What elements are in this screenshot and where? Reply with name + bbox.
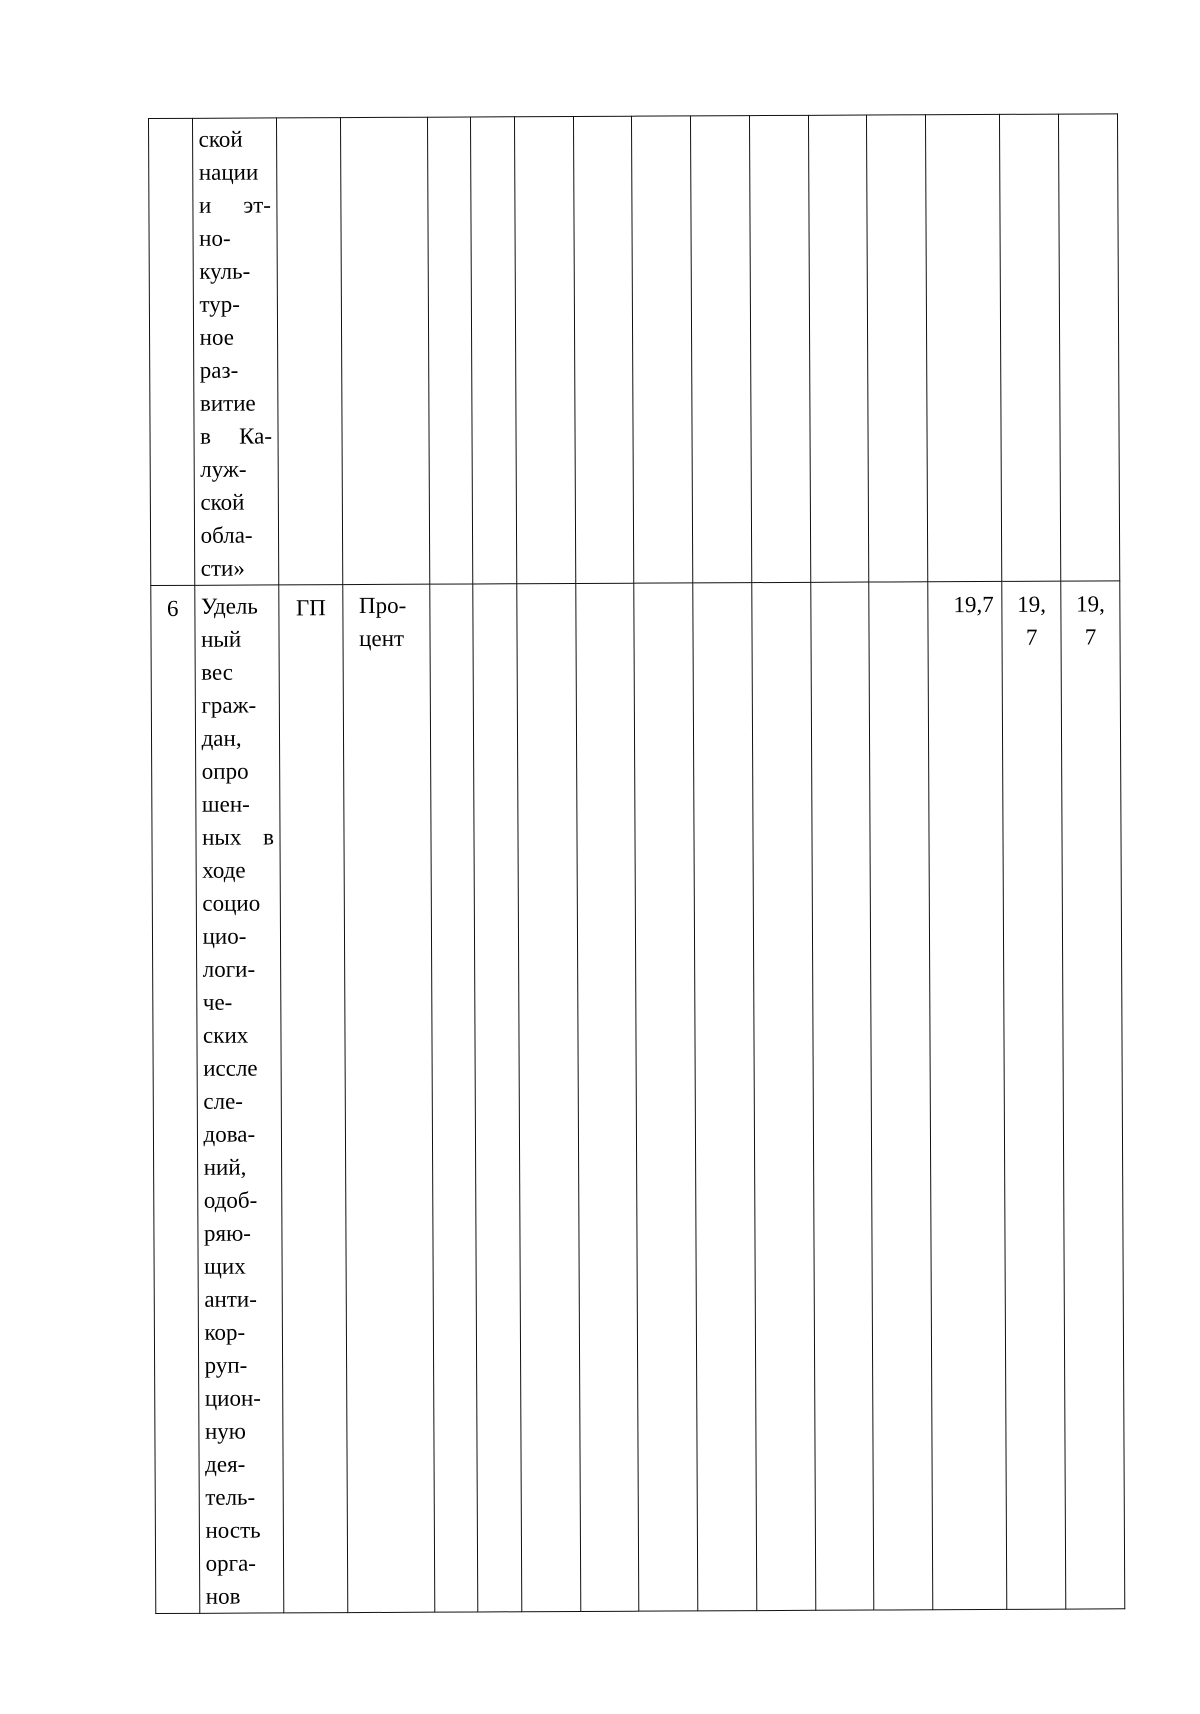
empty-cell <box>867 115 928 582</box>
text-line: ской <box>200 489 245 515</box>
value-cell <box>928 581 1007 1609</box>
text-line: сти» <box>200 555 245 581</box>
text-line: одоб- <box>203 1187 258 1213</box>
empty-cell <box>1059 114 1120 581</box>
text-line: витие <box>199 390 256 416</box>
value-3-line: 19, <box>1075 591 1105 617</box>
text-line: кор- <box>204 1319 246 1345</box>
text-line: анти- <box>204 1286 257 1312</box>
text-line: орга- <box>205 1550 256 1576</box>
value-2-line: 19, <box>1017 591 1047 617</box>
text-line: логи- <box>202 956 256 982</box>
empty-cell <box>514 116 575 583</box>
empty-cell <box>926 114 1002 581</box>
text-line: тур- <box>199 291 240 317</box>
text-line: социо <box>202 890 261 916</box>
empty-cell <box>752 582 816 1610</box>
text-line: шен- <box>201 791 250 817</box>
program-type-cell <box>279 585 347 1613</box>
empty-cell <box>693 583 757 1611</box>
empty-cell <box>634 583 698 1611</box>
unit-cell <box>342 584 434 1612</box>
text-line: че- <box>202 989 233 1015</box>
text-line: и эт- <box>198 192 271 218</box>
text-line: иссле <box>203 1055 258 1081</box>
text-line: ное <box>199 324 234 350</box>
indicator-name-cell <box>192 118 279 585</box>
indicators-table <box>148 113 1125 1614</box>
unit-line: цент <box>359 625 405 652</box>
text-line: цион- <box>204 1385 261 1411</box>
text-line: нации <box>198 159 259 185</box>
text-line: сле- <box>203 1088 243 1114</box>
text-line: граж- <box>201 692 257 718</box>
text-line: куль- <box>199 258 251 284</box>
text-line: вес <box>201 659 234 685</box>
empty-cell <box>427 117 473 584</box>
text-line: дова- <box>203 1121 256 1147</box>
number-cell <box>148 118 194 585</box>
text-line: но- <box>199 225 231 251</box>
empty-cell <box>575 583 639 1611</box>
text-line: ных в <box>201 824 275 850</box>
text-line: Удель <box>200 593 258 619</box>
text-line: дея- <box>205 1451 246 1477</box>
indicator-name-cell <box>194 585 284 1613</box>
empty-cell <box>277 118 342 585</box>
text-line: ских <box>202 1022 249 1048</box>
empty-cell <box>810 582 874 1610</box>
text-line: опро <box>201 758 249 784</box>
text-line: нов <box>205 1583 241 1609</box>
text-line: луж- <box>200 456 247 482</box>
empty-cell <box>473 584 522 1612</box>
row-number: 6 <box>166 595 179 621</box>
text-line: ской <box>198 126 243 152</box>
empty-cell <box>573 116 634 583</box>
program-type: ГП <box>295 595 326 621</box>
text-line: ний, <box>203 1154 247 1180</box>
value-3-line: 7 <box>1084 624 1097 650</box>
value-cell <box>1002 581 1066 1609</box>
empty-cell <box>429 584 478 1612</box>
text-line: в Ка- <box>200 423 273 449</box>
empty-cell <box>632 116 693 583</box>
empty-cell <box>471 117 517 584</box>
empty-cell <box>1000 114 1061 581</box>
text-line: ходе <box>202 857 246 883</box>
table-row <box>151 581 1125 1614</box>
text-line: ряю- <box>203 1220 251 1246</box>
empty-cell <box>340 117 429 584</box>
text-line: раз- <box>199 357 239 383</box>
value-1: 19,7 <box>953 591 994 618</box>
text-line: руп- <box>204 1352 248 1378</box>
empty-cell <box>517 583 581 1611</box>
value-cell <box>1061 581 1125 1609</box>
text-line: тель- <box>205 1484 256 1510</box>
value-2-line: 7 <box>1025 624 1038 650</box>
text-line: цио- <box>202 923 247 949</box>
text-line: обла- <box>200 522 253 548</box>
empty-cell <box>749 115 810 582</box>
text-line: ность <box>205 1517 261 1543</box>
empty-cell <box>869 582 933 1610</box>
table-row <box>148 114 1119 586</box>
text-line: щих <box>204 1253 246 1279</box>
number-cell <box>151 585 200 1613</box>
text-line: дан, <box>201 725 242 751</box>
text-line: ную <box>204 1418 247 1444</box>
unit-line: Про- <box>358 592 407 619</box>
empty-cell <box>808 115 869 582</box>
empty-cell <box>691 116 752 583</box>
text-line: ный <box>201 626 242 652</box>
